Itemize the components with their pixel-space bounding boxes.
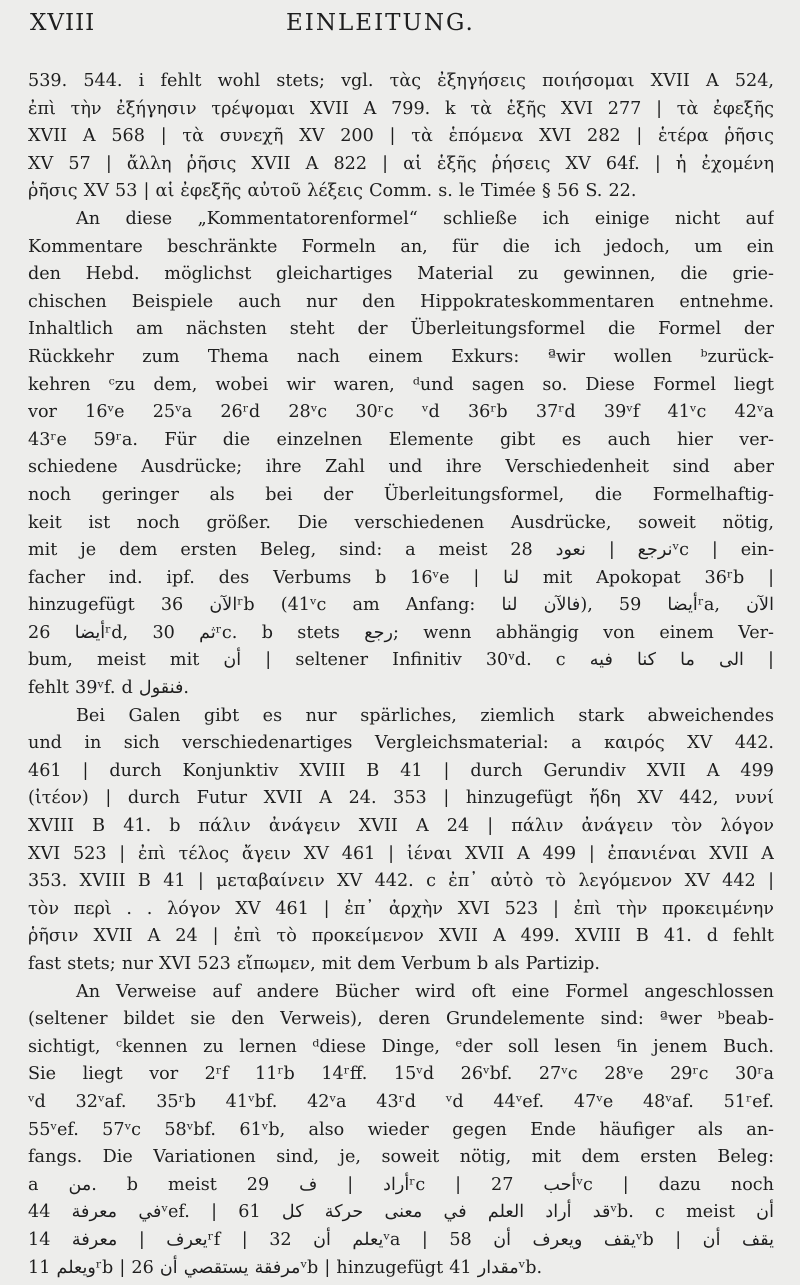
text-line: fangs. Die Variationen sind, je, soweit nötig, mit dem ersten Beleg: bbox=[28, 1147, 774, 1168]
text-line: ῥῆσις XV 53 | αἱ ἐφεξῆς αὐτοῦ λέξεις Comm. s. le Timée § 56 S. 22. bbox=[28, 181, 637, 202]
text-line: An diese „Kommentatorenformel“ schließe ich einige nicht auf bbox=[76, 208, 774, 229]
text-line: 43ʳe 59ʳa. Für die einzelnen Elemente gibt es auch hier ver- bbox=[28, 429, 774, 450]
text-line: ᵛd 32ᵛaf. 35ʳb 41ᵛbf. 42ᵛa 43ʳd ᵛd 44ᵛef. 47ᵛe 48ᵛaf. 51ʳef. bbox=[28, 1091, 774, 1112]
text-line: 461 | durch Konjunktiv XVIII B 41 | durch Gerundiv XVII A 499 bbox=[28, 760, 774, 781]
text-line: 55ᵛef. 57ᵛc 58ᵛbf. 61ᵛb, also wieder gegen Ende häufiger als an- bbox=[28, 1119, 774, 1140]
text-line: kehren ᶜzu dem, wobei wir waren, ᵈund sagen so. Diese Formel liegt bbox=[28, 374, 774, 395]
text-line: في معرفة 44ᵛef. | قد أراد العلم في معنى حرکة كل 61ᵛb. c meist أن bbox=[28, 1202, 774, 1223]
text-line: Sie liegt vor 2ʳf 11ʳb 14ʳff. 15ᵛd 26ᵛbf. 27ᵛc 28ᵛe 29ʳc 30ʳa bbox=[28, 1064, 774, 1085]
text-line: vor 16ᵛe 25ᵛa 26ʳd 28ᵛc 30ʳc ᵛd 36ʳb 37ʳd 39ᵛf 41ᵛc 42ᵛa bbox=[28, 402, 774, 423]
body-text bbox=[28, 68, 774, 1282]
text-line: fast stets; nur XVI 523 εἴπωμεν, mit dem Verbum b als Partizip. bbox=[28, 954, 600, 974]
text-line: noch geringer als bei der Überleitungsformel, die Formelhaftig- bbox=[28, 484, 774, 505]
text-line: den Hebd. möglichst gleichartiges Material zu gewinnen, die grie- bbox=[28, 264, 774, 285]
text-line: ويعلم 11ʳb | مرفقة يستقصي أن 26ᵛb | hinzugefügt مقدار 41ᵛb. bbox=[28, 1257, 543, 1278]
text-line: أيضا 26ʳd, ثم 30ʳc. b stets رجع; wenn abhängig von einem Ver- bbox=[28, 622, 774, 643]
text-line: a من. b meist أراد | ف 29ʳc | أحب 27ᵛc | dazu noch bbox=[28, 1174, 774, 1195]
text-line: Kommentare beschränkte Formeln an, für die ich jedoch, um ein bbox=[28, 236, 774, 257]
paragraph bbox=[28, 703, 774, 979]
text-line: ῥῆσιν XVII A 24 | ἐπὶ τὸ προκείμενον XVII A 499. XVIII B 41. d fehlt bbox=[28, 926, 774, 947]
text-line: ἐπὶ τὴν ἐξήγησιν τρέψομαι XVII A 799. k τὰ ἑξῆς XVI 277 | τὰ ἐφεξῆς bbox=[28, 98, 774, 119]
paragraph bbox=[28, 68, 774, 206]
text-line: und in sich verschiedenartiges Vergleichsmaterial: a καιρός XV 442. bbox=[28, 733, 774, 754]
text-line: (ἰτέον) | durch Futur XVII A 24. 353 | hinzugefügt ἤδη XV 442, νυνί bbox=[28, 788, 774, 809]
text-line: XV 57 | ἄλλη ῥῆσις XVII A 822 | αἱ ἑξῆς ῥήσεις XV 64f. | ἡ ἐχομένη bbox=[28, 153, 774, 174]
paragraph bbox=[28, 979, 774, 1283]
text-line: fehlt 39ᵛf. d فنقول. bbox=[28, 678, 190, 699]
text-line: (seltener bildet sie den Verweis), deren Grundelemente sind: ªwer ᵇbeab- bbox=[28, 1009, 774, 1030]
text-line: hinzugefügt الآن 36ʳb (41ᵛc am Anfang: فالآن لنا), أيضا 59ʳa, الآن bbox=[28, 595, 774, 616]
text-line: XVI 523 | ἐπὶ τέλος ἄγειν XV 461 | ἰέναι XVII A 499 | ἐπανιέναι XVII A bbox=[28, 843, 774, 864]
text-line: 353. XVIII B 41 | μεταβαίνειν XV 442. c ἐπ᾽ αὐτὸ τὸ λεγόμενον XV 442 | bbox=[28, 871, 774, 892]
page-number: XVIII bbox=[30, 10, 96, 36]
text-line: Rückkehr zum Thema nach einem Exkurs: ªwir wollen ᵇzurück- bbox=[28, 346, 774, 367]
text-line: schiedene Ausdrücke; ihre Zahl und ihre Verschiedenheit sind aber bbox=[28, 457, 774, 478]
text-line: XVII A 568 | τὰ συνεχῆ XV 200 | τὰ ἑπόμενα XVI 282 | ἑτέρα ῥῆσις bbox=[28, 126, 774, 147]
text-line: Inhaltlich am nächsten steht der Überleitungsformel die Formel der bbox=[28, 319, 774, 340]
running-title: EINLEITUNG. bbox=[286, 10, 475, 36]
text-line: mit je dem ersten Beleg, sind: a meist نرجع | نعود 28ᵛc | ein- bbox=[28, 540, 774, 561]
text-line: Bei Galen gibt es nur spärliches, ziemlich stark abweichendes bbox=[76, 705, 774, 726]
text-line: chischen Beispiele auch nur den Hippokrateskommentaren entnehme. bbox=[28, 291, 774, 312]
text-line: bum, meist mit أن | seltener Infinitiv 30ᵛd. c الى ما كنا فيه | bbox=[28, 650, 774, 671]
text-line: sichtigt, ᶜkennen zu lernen ᵈdiese Dinge, ᵉder soll lesen ᶠin jenem Buch. bbox=[28, 1036, 774, 1057]
text-line: keit ist noch größer. Die verschiedenen Ausdrücke, soweit nötig, bbox=[28, 512, 774, 533]
text-line: An Verweise auf andere Bücher wird oft eine Formel angeschlossen bbox=[76, 981, 774, 1002]
text-line: facher ind. ipf. des Verbums b 16ᵛe | لنا mit Apokopat 36ʳb | bbox=[28, 567, 774, 588]
text-line: τὸν περὶ . . λόγον XV 461 | ἐπ᾽ ἀρχὴν XVI 523 | ἐπὶ τὴν προκειμένην bbox=[28, 898, 774, 919]
text-line: يعرف | معرفة 14ʳf | يعلم أن 32ᵛa | يقف ويعرف أن 58ᵛb | يقف أن bbox=[28, 1229, 774, 1250]
text-line: 539. 544. i fehlt wohl stets; vgl. τὰς ἐξηγήσεις ποιήσομαι XVII A 524, bbox=[28, 71, 774, 91]
text-line: XVIII B 41. b πάλιν ἀνάγειν XVII A 24 | πάλιν ἀνάγειν τὸν λόγον bbox=[28, 816, 774, 837]
running-head bbox=[28, 8, 768, 48]
paragraph bbox=[28, 206, 774, 703]
